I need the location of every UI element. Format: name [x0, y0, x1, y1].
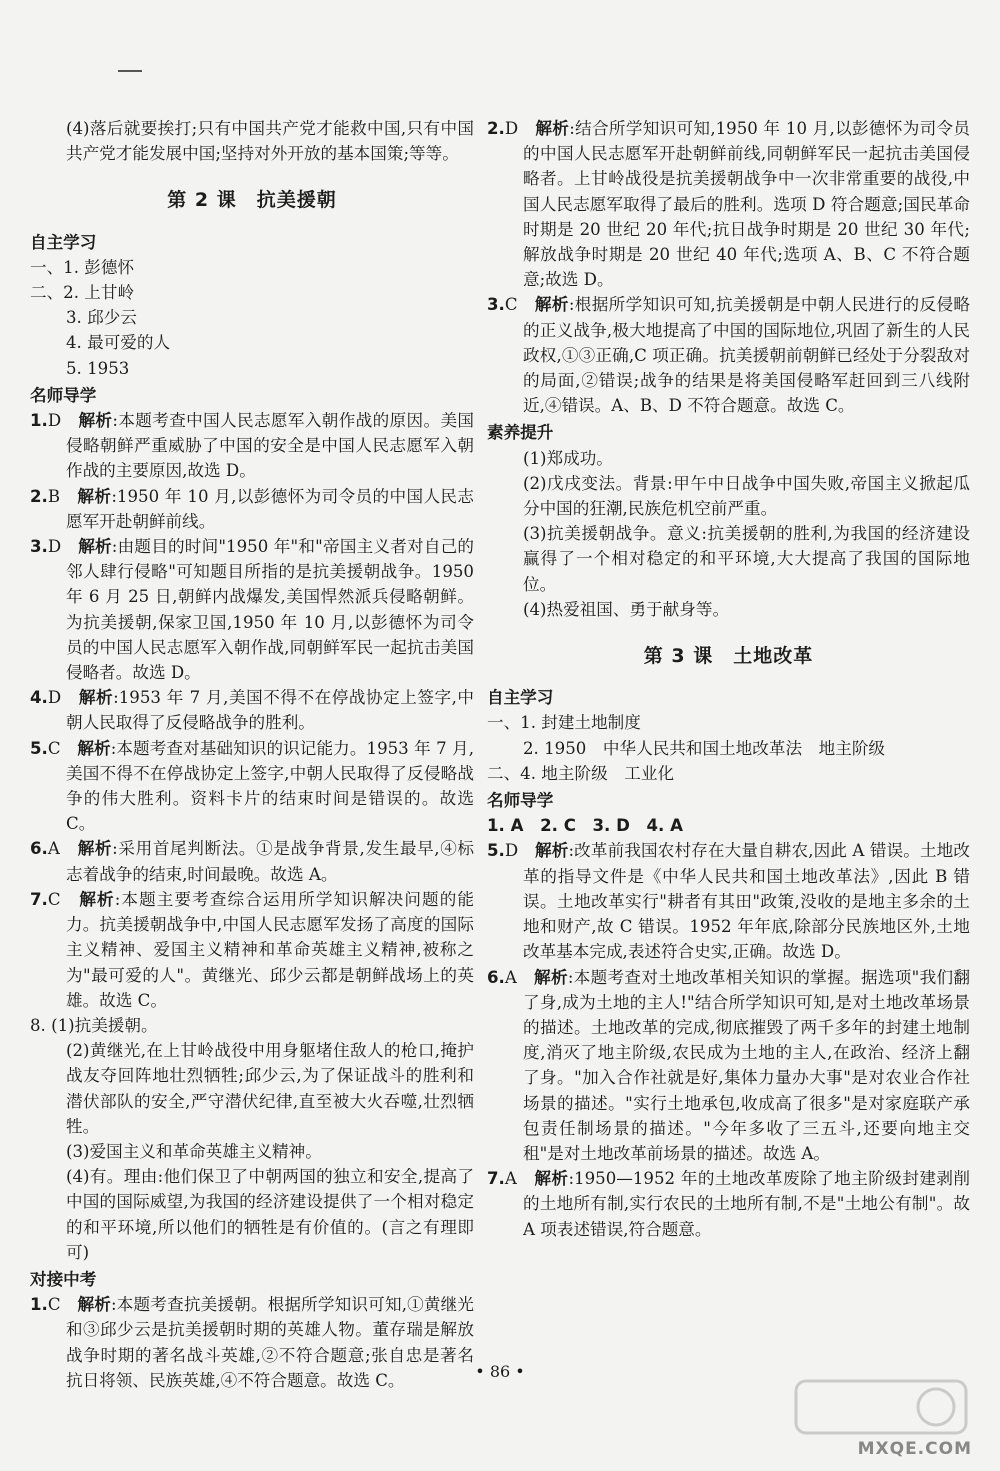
section-zizhu: 自主学习 [30, 232, 97, 252]
analysis-text: :根据所学知识可知,抗美援朝是中朝人民进行的反侵略的正义战争,极大地提高了中国的国际地位,巩固了新生的人民政权,①③正确,C 项正确。抗美援朝前朝鲜已经处于分裂敌对的局面,②错误;战争的结果是将美国侵略军赶回到三八线附近,④错误。A、B、D 不符合题意。故选 C。 [523, 295, 971, 416]
analysis-label: 解析 [534, 295, 569, 315]
answer-item [30, 836, 474, 886]
answer-number: 4. [30, 688, 48, 708]
answer-item [30, 887, 474, 1013]
zizhu3-item: 2. 1950 中华人民共和国土地改革法 地主阶级 [523, 738, 886, 758]
mingshi-list [30, 408, 474, 1013]
section-mingshi-3: 名师导学 [487, 791, 554, 811]
analysis-label: 解析 [78, 688, 114, 708]
suyang-item: (4)热爱祖国、勇于献身等。 [523, 599, 730, 619]
answer-item [487, 965, 970, 1167]
analysis-text: :采用首尾判断法。①是战争背景,发生最早,④标志着战争的结束,时间最晚。故选 A。 [66, 839, 475, 884]
answer-item [487, 292, 970, 418]
analysis-text: :本题考查对基础知识的识记能力。1953 年 7 月,美国不得不在停战协定上签字,中朝人民取得了反侵略战争的伟大胜利。资料卡片的结束时间是错误的。故选 C。 [66, 738, 475, 834]
suyang-item: (1)郑成功。 [523, 448, 613, 468]
right-column [487, 116, 970, 1242]
answer-number: 7. [30, 889, 48, 909]
prev-answer-text: (4)落后就要挨打;只有中国共产党才能救中国,只有中国共产党才能发展中国;坚持对外开放的基本国策;等等。 [66, 119, 474, 164]
analysis-label: 解析 [78, 537, 112, 557]
answer-letter: D [504, 119, 519, 138]
zizhu-item: 一、1. 彭德怀 [30, 257, 135, 277]
section-mingshi: 名师导学 [30, 385, 97, 405]
zizhu3-item: 二、4. 地主阶级 工业化 [487, 763, 675, 783]
mingshi3-short: 1. A 2. C 3. D 4. A [487, 816, 683, 836]
answer-letter: A [504, 967, 517, 987]
answer-letter: C [504, 295, 518, 315]
answer-letter: D [47, 537, 62, 557]
answer-item [487, 116, 970, 292]
lesson-3-title: 第 3 课 土地改革 [643, 645, 814, 668]
answer-item [30, 484, 474, 534]
analysis-label: 解析 [535, 119, 570, 138]
answer-number: 6. [487, 967, 505, 987]
section-suyang: 素养提升 [487, 423, 554, 443]
analysis-label: 解析 [77, 486, 112, 506]
header-rule [118, 70, 142, 72]
analysis-text: :1950 年 10 月,以彭德怀为司令员的中国人民志愿军开赴朝鲜前线。 [66, 486, 474, 531]
answer-item [487, 1166, 970, 1242]
answer-letter: C [47, 738, 61, 758]
mingshi3-list [487, 838, 970, 1241]
answer-number: 3. [30, 537, 48, 557]
analysis-text: :1950—1952 年的土地改革废除了地主阶级封建剥削的土地所有制,实行农民的土地所有制,不是"土地公有制"。故 A 项表述错误,符合题意。 [523, 1169, 971, 1239]
analysis-text: :本题考查抗美援朝。根据所学知识可知,①黄继光和③邱少云是抗美援朝时期的英雄人物。董存瑞是解放战争时期的著名战斗英雄,②不符合题意;张自忠是著名抗日将领、民族英雄,④不符合题意。故选 C。 [66, 1295, 475, 1390]
answer-number: 2. [30, 486, 48, 506]
watermark-text: MXQE.COM [857, 1439, 972, 1459]
answer-item [30, 408, 474, 484]
page-number: • 86 • [475, 1362, 525, 1381]
answer-letter: A [504, 1169, 517, 1189]
zizhu-item: 3. 邱少云 [66, 308, 137, 328]
answer-number: 1. [30, 411, 48, 431]
answer-letter: D [47, 411, 62, 431]
analysis-label: 解析 [77, 1295, 112, 1315]
section-duijie: 对接中考 [30, 1269, 97, 1289]
analysis-text: :改革前我国农村存在大量自耕农,因此 A 错误。土地改革的指导文件是《中华人民共和国土地改革法》,因此 B 错误。土地改革实行"耕者有其田"政策,没收的是地主多余的土地和财产,故 C 错误。1952 年年底,除部分民族地区外,土地改革基本完成,表述符合史实,正确。故选 D。 [523, 841, 970, 962]
answer-item [30, 685, 474, 735]
answer-number: 3. [487, 295, 505, 315]
answer-letter: D [47, 688, 62, 708]
answer-letter: A [47, 839, 60, 859]
analysis-text: :由题目的时间"1950 年"和"帝国主义者对自己的邻人肆行侵略"可知题目所指的是抗美援朝战争。1950 年 6 月 25 日,朝鲜内战爆发,美国悍然派兵侵略朝鲜。为抗美援朝,保家卫国,1950 年 10 月,以彭德怀为司令员的中国人民志愿军入朝作战,同朝鲜军民一起抗击美国侵略者。故选 D。 [66, 537, 475, 683]
zizhu3-item: 一、1. 封建土地制度 [487, 713, 641, 733]
q8-line: (4)有。理由:他们保卫了中朝两国的独立和安全,提高了中国的国际威望,为我国的经济建设提供了一个相对稳定的和平环境,所以他们的牺牲是有价值的。(言之有理即可) [66, 1167, 474, 1262]
left-column [30, 116, 474, 1393]
answer-letter: D [504, 841, 519, 861]
analysis-label: 解析 [535, 841, 569, 861]
section-zizhu-3: 自主学习 [487, 688, 554, 708]
analysis-label: 解析 [534, 967, 568, 987]
answer-number: 5. [30, 738, 48, 758]
analysis-label: 解析 [534, 1169, 569, 1189]
zizhu-item: 4. 最可爱的人 [66, 333, 171, 353]
analysis-text: :1953 年 7 月,美国不得不在停战协定上签字,中朝人民取得了反侵略战争的胜利。 [66, 688, 475, 733]
answer-number: 5. [487, 841, 505, 861]
analysis-text: :本题考查对土地改革相关知识的掌握。据选项"我们翻了身,成为土地的主人!"结合所学知识可知,是对土地改革场景的描述。土地改革的完成,彻底摧毁了两千多年的封建土地制度,消灭了地主阶级,农民成为土地的主人,在政治、经济上翻了身。"加入合作社就是好,集体力量办大事"是对农业合作社场景的描述。"实行土地承包,收成高了很多"是对家庭联产承包责任制场景的描述。"今年多收了三五斗,还要向地主交租"是对土地改革前场景的描述。故选 A。 [523, 967, 970, 1163]
duijie-list-cont [487, 116, 970, 418]
analysis-text: :结合所学知识可知,1950 年 10 月,以彭德怀为司令员的中国人民志愿军开赴朝鲜前线,同朝鲜军民一起抗击美国侵略者。上甘岭战役是抗美援朝战争中一次非常重要的战役,中国人民志愿军取得了最后的胜利。选项 D 符合题意;国民革命时期是 20 世纪 20 年代;抗日战争时期是 20 世纪 30 年代;解放战争时期是 20 世纪 40 年代;选项 A、B、C 不符合题意;故选 D。 [523, 119, 971, 290]
q8-line: 8. (1)抗美援朝。 [30, 1015, 158, 1035]
answer-item [30, 736, 474, 837]
answer-letter: C [47, 889, 61, 909]
answer-number: 1. [30, 1295, 48, 1315]
lesson-2-title: 第 2 课 抗美援朝 [167, 189, 337, 212]
suyang-item: (2)戊戌变法。背景:甲午中日战争中国失败,帝国主义掀起瓜分中国的狂潮,民族危机空前严重。 [523, 473, 970, 519]
analysis-label: 解析 [79, 889, 115, 909]
analysis-label: 解析 [78, 411, 113, 431]
analysis-label: 解析 [77, 839, 113, 859]
analysis-label: 解析 [77, 738, 111, 758]
answer-number: 7. [487, 1169, 505, 1189]
q8-line: (2)黄继光,在上甘岭战役中用身躯堵住敌人的枪口,掩护战友夺回阵地壮烈牺牲;邱少云,为了保证战斗的胜利和潜伏部队的安全,严守潜伏纪律,直至被大火吞噬,壮烈牺牲。 [66, 1041, 474, 1136]
zizhu-item: 5. 1953 [66, 358, 130, 378]
analysis-text: :本题主要考查综合运用所学知识解决问题的能力。抗美援朝战争中,中国人民志愿军发扬了高度的国际主义精神、爱国主义精神和革命英雄主义精神,被称之为"最可爱的人"。黄继光、邱少云都是朝鲜战场上的英雄。故选 C。 [66, 889, 475, 1010]
q8-line: (3)爱国主义和革命英雄主义精神。 [66, 1141, 322, 1161]
answer-letter: C [47, 1295, 61, 1315]
suyang-item: (3)抗美援朝战争。意义:抗美援朝的胜利,为我国的经济建设赢得了一个相对稳定的和平环境,大大提高了我国的国际地位。 [523, 524, 970, 594]
answer-letter: B [47, 486, 61, 506]
answer-item [30, 534, 474, 685]
analysis-text: :本题考查中国人民志愿军入朝作战的原因。美国侵略朝鲜严重威胁了中国的安全是中国人民志愿军入朝作战的主要原因,故选 D。 [66, 411, 474, 481]
answer-number: 2. [487, 119, 505, 138]
answer-number: 6. [30, 839, 48, 859]
answer-item [487, 838, 970, 964]
zizhu-item: 二、2. 上甘岭 [30, 283, 135, 303]
